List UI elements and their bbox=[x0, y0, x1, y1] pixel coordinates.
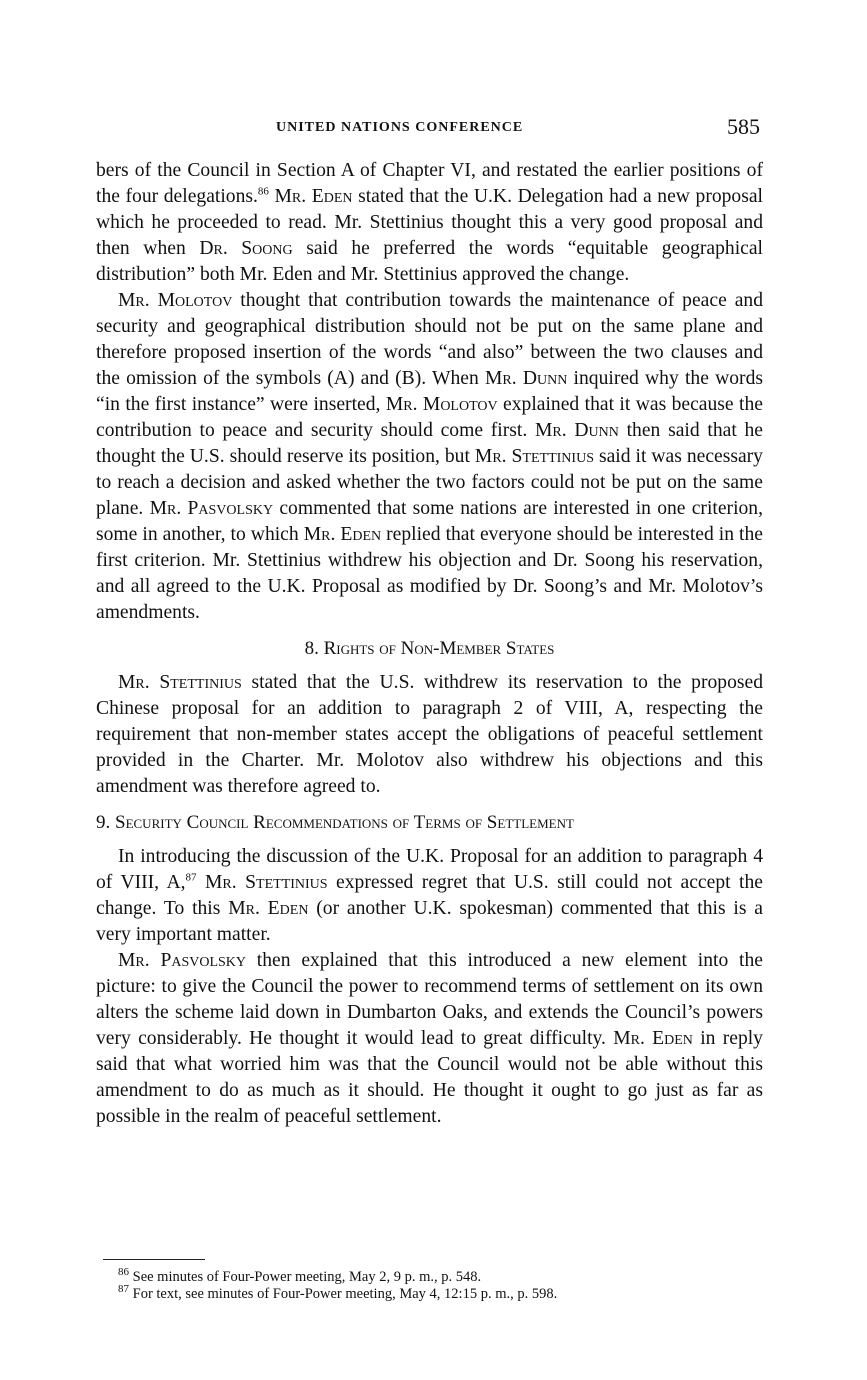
footnotes bbox=[96, 1266, 763, 1303]
text-run bbox=[197, 872, 205, 893]
speaker-name: Dr. Soong bbox=[199, 238, 293, 259]
footnote-text: For text, see minutes of Four-Power meeting, May 4, 12:15 p. m., p. 598. bbox=[129, 1286, 558, 1302]
speaker-name: Mr. Eden bbox=[613, 1028, 693, 1049]
speaker-name: Mr. Eden bbox=[303, 524, 382, 545]
speaker-name: Mr. Dunn bbox=[485, 368, 568, 389]
body-text bbox=[96, 158, 763, 1130]
text-run: in reply said that what worried him was that the Council would not be able without this amendment to do as much as it should. He thought it ought to go just as far as possible in the realm of peaceful settlement. bbox=[96, 1028, 763, 1127]
speaker-name: Mr. Pasvolsky bbox=[118, 950, 247, 971]
paragraph-2 bbox=[96, 288, 763, 626]
speaker-name: Mr. Molotov bbox=[118, 290, 233, 311]
footnote-text: See minutes of Four-Power meeting, May 2, 9 p. m., p. 548. bbox=[129, 1269, 482, 1285]
page-number: 585 bbox=[727, 114, 760, 139]
footnote-ref-86: 86 bbox=[257, 185, 269, 198]
section-number: 8. bbox=[304, 638, 324, 659]
footnote-number: 87 bbox=[118, 1283, 129, 1296]
running-head bbox=[96, 114, 766, 144]
footnote-87 bbox=[96, 1283, 763, 1303]
text-run: then explained that this introduced a new element into the picture: to give the Council the power to recommend terms of settlement on its own alters the scheme laid down in Dumbarton Oaks, and extends the Council’s powers very considerably. He thought it would lead to great difficulty. bbox=[96, 950, 763, 1049]
footnote-86 bbox=[96, 1266, 763, 1286]
speaker-name: Mr. Stettinius bbox=[118, 672, 242, 693]
footnote-divider bbox=[103, 1259, 205, 1260]
paragraph-1 bbox=[96, 158, 763, 288]
section-title: Security Council Recommendations of Terms of Settlement bbox=[115, 812, 574, 833]
text-run: said it was necessary to reach a decision and asked whether the two factors could not be put on the same plane. bbox=[96, 446, 763, 519]
text-run: then said that he thought the U.S. should reserve its position, but bbox=[96, 420, 764, 467]
footnote-ref-87: 87 bbox=[185, 871, 197, 884]
text-run: (or another U.K. spokesman) commented that this is a very important matter. bbox=[96, 898, 763, 945]
text-run: thought that contribution towards the maintenance of peace and security and geographical distribution should not be put on the same plane and therefore proposed insertion of the words “and also” between the two clauses and the omission of the symbols (A) and (B). When bbox=[96, 290, 763, 389]
text-run: In introducing the discussion of the U.K. Proposal for an addition to paragraph 4 of VIII, A, bbox=[96, 846, 763, 893]
text-run: inquired why the words “in the first instance” were inserted, bbox=[96, 368, 763, 415]
text-run: stated that the U.S. withdrew its reservation to the proposed Chinese proposal for an addition to paragraph 2 of VIII, A, respecting the requirement that non-member states accept the obligations of peaceful settlement provided in the Charter. Mr. Molotov also withdrew his objections and this amendment was therefore agreed to. bbox=[96, 672, 763, 797]
text-run: replied that everyone should be interested in the first criterion. Mr. Stettinius withdrew his objection and Dr. Soong his reservation, and all agreed to the U.K. Proposal as modified by Dr. Soong’s and Mr. Molotov’s amendments. bbox=[96, 524, 763, 623]
section-heading-9 bbox=[96, 810, 763, 836]
section-number: 9. bbox=[96, 812, 115, 833]
footnote-number: 86 bbox=[118, 1266, 129, 1279]
text-run: bers of the Council in Section A of Chapter VI, and restated the earlier positions of the four delegations. bbox=[96, 160, 763, 207]
paragraph-4 bbox=[96, 844, 763, 948]
speaker-name: Mr. Eden bbox=[228, 898, 309, 919]
text-run: stated that the U.K. Delegation had a new proposal which he proceeded to read. Mr. Stettinius thought this a very good proposal and then when bbox=[96, 186, 763, 259]
text-run: said he preferred the words “equitable geographical distribution” both Mr. Eden and Mr. Stettinius approved the change. bbox=[96, 238, 763, 285]
running-title: UNITED NATIONS CONFERENCE bbox=[276, 120, 524, 135]
paragraph-3 bbox=[96, 670, 763, 800]
speaker-name: Mr. Stettinius bbox=[474, 446, 594, 467]
section-title: Rights of Non-Member States bbox=[323, 638, 555, 659]
speaker-name: Mr. Pasvolsky bbox=[149, 498, 274, 519]
text-run: commented that some nations are interested in one criterion, some in another, to which bbox=[96, 498, 764, 545]
speaker-name: Mr. Molotov bbox=[385, 394, 498, 415]
paragraph-5 bbox=[96, 948, 763, 1130]
speaker-name: Mr. Eden bbox=[274, 186, 353, 207]
speaker-name: Mr. Dunn bbox=[534, 420, 619, 441]
section-heading-8 bbox=[96, 636, 763, 662]
text-run: explained that it was because the contribution to peace and security should come first. bbox=[96, 394, 763, 441]
speaker-name: Mr. Stettinius bbox=[205, 872, 328, 893]
text-run: expressed regret that U.S. still could not accept the change. To this bbox=[96, 872, 763, 919]
